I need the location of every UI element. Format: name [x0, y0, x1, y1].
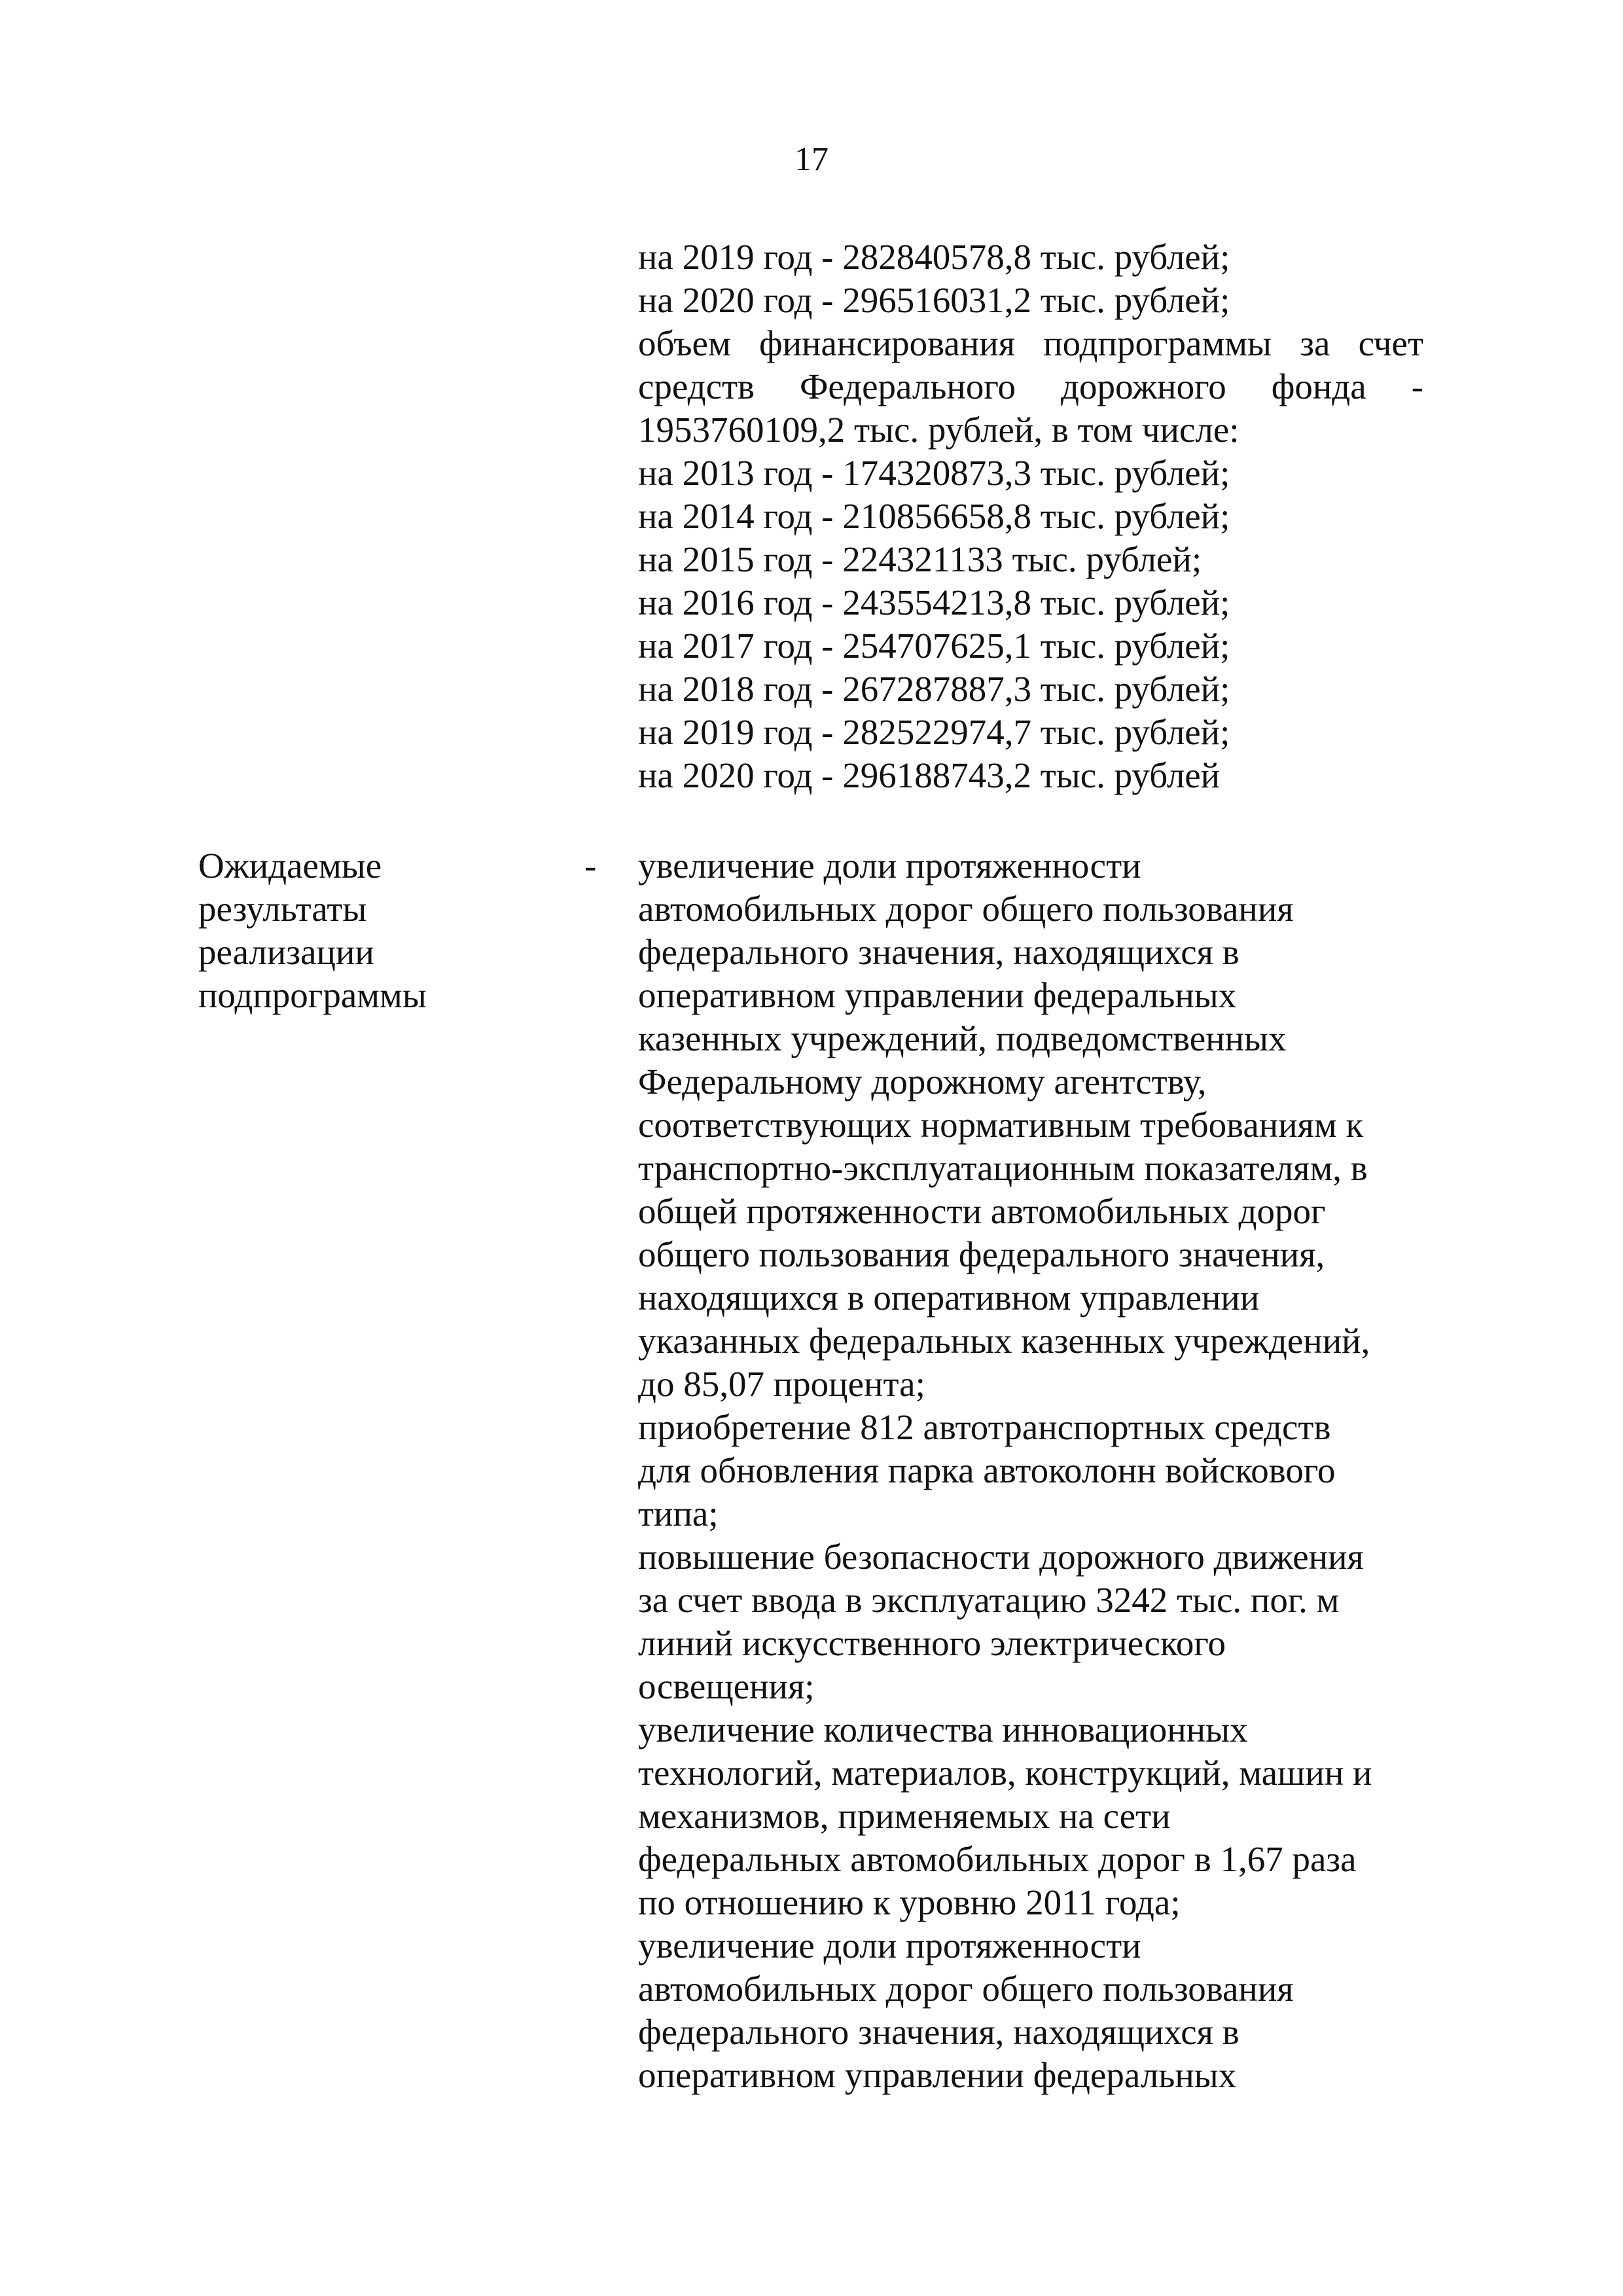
results-line: типа; — [638, 1494, 719, 1534]
results-line: приобретение 812 автотранспортных средств — [638, 1407, 1331, 1447]
funding-year-line: на 2014 год - 210856658,8 тыс. рублей; — [638, 496, 1230, 536]
results-line: соответствующих нормативным требованиям к — [638, 1105, 1364, 1145]
results-line: федерального значения, находящихся в — [638, 2012, 1240, 2052]
results-label-line: результаты — [198, 889, 367, 929]
funding-year-line: на 2013 год - 174320873,3 тыс. рублей; — [638, 453, 1230, 493]
results-line: находящихся в оперативном управлении — [638, 1278, 1260, 1318]
funding-line: на 2020 год - 296516031,2 тыс. рублей; — [638, 280, 1230, 320]
fund-intro-line: средств Федерального дорожного фонда - — [638, 367, 1423, 406]
results-text — [638, 844, 1423, 2097]
results-line: оперативном управлении федеральных — [638, 2055, 1237, 2095]
funding-year-line: на 2018 год - 267287887,3 тыс. рублей; — [638, 669, 1230, 709]
results-line: транспортно-эксплуатационным показателям, в — [638, 1148, 1368, 1188]
results-line: технологий, материалов, конструкций, машин и — [638, 1753, 1372, 1793]
results-line: Федеральному дорожному агентству, — [638, 1062, 1207, 1102]
results-line: для обновления парка автоколонн войскового — [638, 1450, 1336, 1490]
results-line: за счет ввода в эксплуатацию 3242 тыс. пог. м — [638, 1580, 1340, 1620]
fund-total-line: 1953760109,2 тыс. рублей, в том числе: — [638, 410, 1240, 450]
results-line: увеличение доли протяженности — [638, 846, 1141, 886]
page-number: 17 — [794, 141, 829, 178]
results-label-line: подпрограммы — [198, 975, 427, 1015]
results-label — [198, 844, 539, 1017]
results-line: освещения; — [638, 1666, 815, 1706]
results-line: до 85,07 процента; — [638, 1364, 925, 1404]
funding-year-line: на 2015 год - 224321133 тыс. рублей; — [638, 539, 1202, 579]
funding-line: на 2019 год - 282840578,8 тыс. рублей; — [638, 237, 1230, 277]
results-line: линий искусственного электрического — [638, 1623, 1226, 1663]
results-label-line: Ожидаемые — [198, 846, 382, 886]
funding-year-line: на 2019 год - 282522974,7 тыс. рублей; — [638, 712, 1230, 752]
funding-year-line: на 2016 год - 243554213,8 тыс. рублей; — [638, 583, 1230, 622]
results-line: механизмов, применяемых на сети — [638, 1796, 1171, 1836]
results-line: общего пользования федерального значения, — [638, 1234, 1325, 1274]
results-line: автомобильных дорог общего пользования — [638, 1969, 1294, 2009]
results-line: оперативном управлении федеральных — [638, 975, 1237, 1015]
results-dash: - — [584, 846, 597, 886]
results-line: автомобильных дорог общего пользования — [638, 889, 1294, 929]
results-line: повышение безопасности дорожного движения — [638, 1537, 1364, 1577]
funding-block — [638, 236, 1423, 797]
fund-intro-line: объем финансирования подпрограммы за счет — [638, 323, 1423, 363]
results-label-line: реализации — [198, 932, 374, 972]
results-line: федерального значения, находящихся в — [638, 932, 1240, 972]
results-line: федеральных автомобильных дорог в 1,67 раза — [638, 1839, 1357, 1879]
results-line: казенных учреждений, подведомственных — [638, 1018, 1287, 1058]
results-line: увеличение количества инновационных — [638, 1710, 1248, 1749]
funding-year-line: на 2020 год - 296188743,2 тыс. рублей — [638, 755, 1221, 795]
results-line: увеличение доли протяженности — [638, 1926, 1141, 1965]
results-line: общей протяженности автомобильных дорог — [638, 1191, 1326, 1231]
results-line: по отношению к уровню 2011 года; — [638, 1882, 1181, 1922]
results-line: указанных федеральных казенных учреждений, — [638, 1321, 1370, 1361]
funding-year-line: на 2017 год - 254707625,1 тыс. рублей; — [638, 626, 1230, 666]
